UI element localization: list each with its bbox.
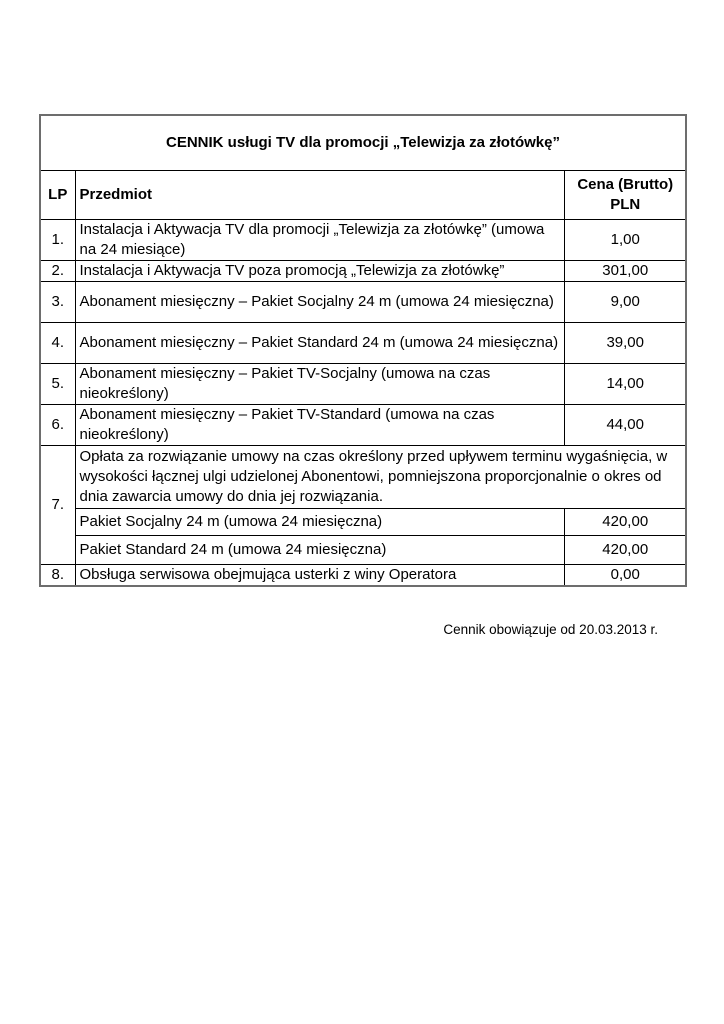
row-item: Obsługa serwisowa obejmująca usterki z winy Operatora xyxy=(75,565,565,587)
header-price xyxy=(565,171,686,220)
table-row xyxy=(40,405,686,446)
termination-fee-row xyxy=(40,446,686,509)
table-row xyxy=(40,220,686,261)
validity-note: Cennik obowiązuje od 20.03.2013 r. xyxy=(443,622,658,637)
table-row xyxy=(40,364,686,405)
row-price: 14,00 xyxy=(565,364,686,405)
termination-fee-subrow xyxy=(40,509,686,536)
row-lp: 5. xyxy=(40,364,75,405)
row-price: 0,00 xyxy=(565,565,686,587)
title-row xyxy=(40,115,686,171)
termination-fee-subrow xyxy=(40,536,686,565)
row-price: 1,00 xyxy=(565,220,686,261)
row-item: Instalacja i Aktywacja TV dla promocji „Telewizja za złotówkę” (umowa na 24 miesiące) xyxy=(75,220,565,261)
row-item: Abonament miesięczny – Pakiet TV-Standard (umowa na czas nieokreślony) xyxy=(75,405,565,446)
row-item: Abonament miesięczny – Pakiet Standard 24 m (umowa 24 miesięczna) xyxy=(75,323,565,364)
header-price-line2: PLN xyxy=(610,196,641,213)
row-lp: 1. xyxy=(40,220,75,261)
row-lp: 4. xyxy=(40,323,75,364)
row-item: Abonament miesięczny – Pakiet Socjalny 24 m (umowa 24 miesięczna) xyxy=(75,282,565,323)
row-item: Pakiet Socjalny 24 m (umowa 24 miesięczna) xyxy=(75,509,565,536)
table-row xyxy=(40,565,686,587)
row-price: 39,00 xyxy=(565,323,686,364)
header-price-line1: Cena (Brutto) xyxy=(577,176,674,193)
row-lp: 7. xyxy=(40,446,75,565)
row-lp: 6. xyxy=(40,405,75,446)
header-lp: LP xyxy=(40,171,75,220)
row-item: Abonament miesięczny – Pakiet TV-Socjalny (umowa na czas nieokreślony) xyxy=(75,364,565,405)
table-row xyxy=(40,282,686,323)
row-item: Instalacja i Aktywacja TV poza promocją „Telewizja za złotówkę” xyxy=(75,261,565,282)
row-price: 301,00 xyxy=(565,261,686,282)
row-price: 420,00 xyxy=(565,536,686,565)
row-lp: 3. xyxy=(40,282,75,323)
header-row xyxy=(40,171,686,220)
price-list-table xyxy=(39,114,687,587)
row-lp: 2. xyxy=(40,261,75,282)
row-price: 420,00 xyxy=(565,509,686,536)
row-lp: 8. xyxy=(40,565,75,587)
table-row xyxy=(40,323,686,364)
termination-fee-description: Opłata za rozwiązanie umowy na czas określony przed upływem terminu wygaśnięcia, w wysokości łącznej ulgi udzielonej Abonentowi, pomniejszona proporcjonalnie o okres od dnia zawarcia umowy do dnia jej rozwiązania. xyxy=(75,446,686,509)
row-price: 44,00 xyxy=(565,405,686,446)
row-price: 9,00 xyxy=(565,282,686,323)
table-row xyxy=(40,261,686,282)
table-title: CENNIK usługi TV dla promocji „Telewizja za złotówkę” xyxy=(40,115,686,171)
row-item: Pakiet Standard 24 m (umowa 24 miesięczna) xyxy=(75,536,565,565)
header-item: Przedmiot xyxy=(75,171,565,220)
